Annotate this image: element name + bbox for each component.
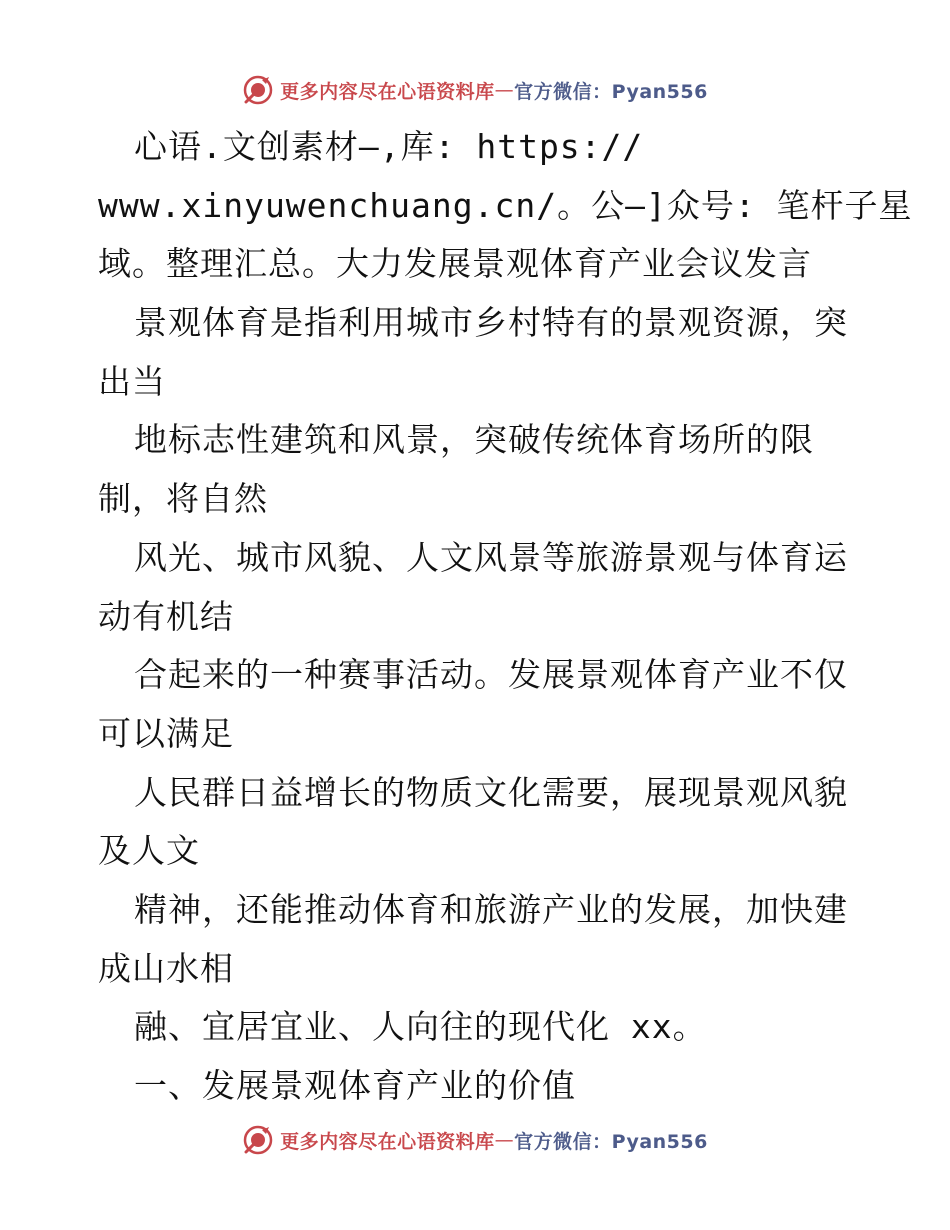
doc-line: 及人文 [98,831,200,871]
doc-line: 精神，还能推动体育和旅游产业的发展，加快建 [134,889,848,929]
doc-line: www.xinyuwenchuang.cn/。公—]众号: 笔杆子星 [98,185,913,225]
banner-dash: — [494,1129,515,1151]
doc-line: 合起来的一种赛事活动。发展景观体育产业不仅 [134,655,848,695]
doc-line: 可以满足 [98,713,234,753]
quill-seal-icon [242,74,274,106]
banner-wechat-text: 官方微信：Pyan556 [514,80,708,103]
quill-seal-icon [242,1124,274,1156]
banner-site-text: 更多内容尽在心语资料库 [280,80,495,103]
header-watermark-banner [0,70,950,110]
doc-line: 融、宜居宜业、人向往的现代化 xx。 [134,1007,707,1047]
doc-line: 成山水相 [98,948,234,988]
footer-watermark-banner [0,1120,950,1160]
doc-line: 制，将自然 [98,479,268,519]
doc-line: 地标志性建筑和风景，突破传统体育场所的限 [134,420,814,460]
doc-line: 心语.文创素材—,库: https:// [134,127,644,166]
section-heading: 一、发展景观体育产业的价值 [134,1066,576,1105]
doc-line: 动有机结 [98,596,234,636]
doc-line: 出当 [98,361,166,401]
doc-line: 风光、城市风貌、人文风景等旅游景观与体育运 [134,537,848,577]
doc-line: 域。整理汇总。大力发展景观体育产业会议发言 [98,244,812,284]
banner-site-text: 更多内容尽在心语资料库 [280,1130,495,1153]
document-body [98,118,913,1116]
banner-dash: — [494,79,515,101]
doc-line: 景观体育是指利用城市乡村特有的景观资源，突 [134,303,848,343]
doc-line: 人民群日益增长的物质文化需要，展现景观风貌 [134,772,848,812]
banner-wechat-text: 官方微信：Pyan556 [514,1130,708,1153]
